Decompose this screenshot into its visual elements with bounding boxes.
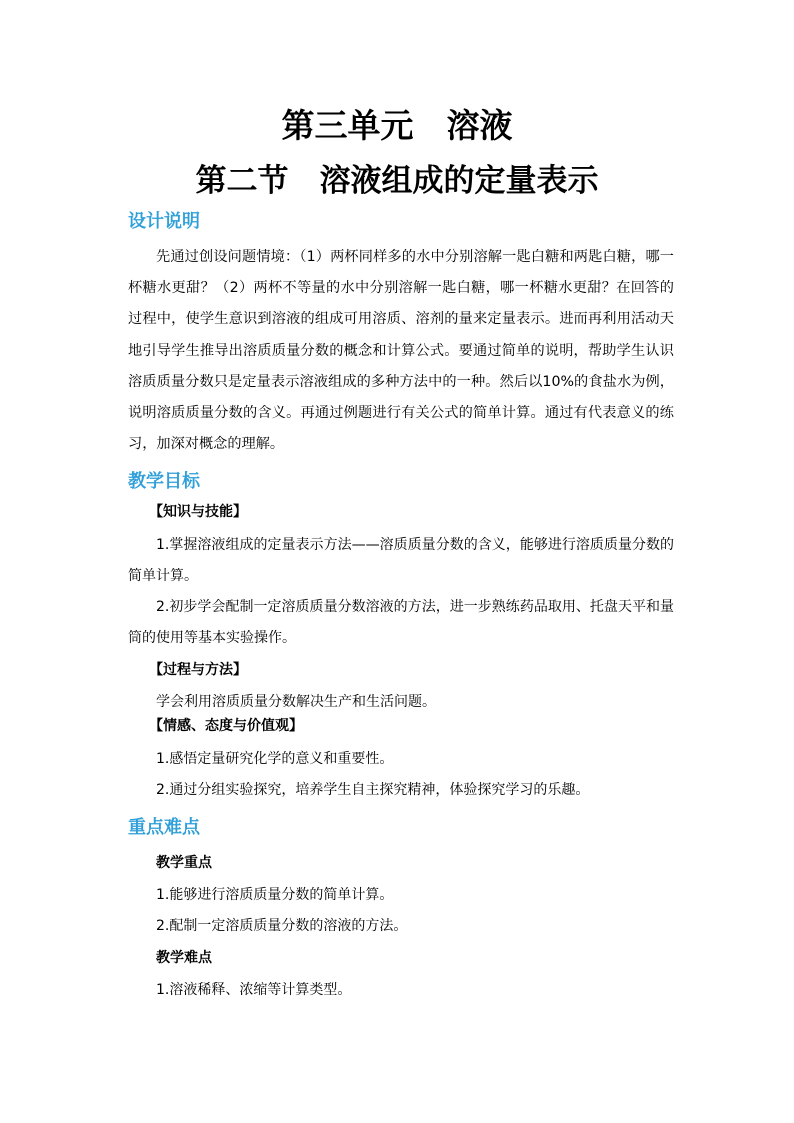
unit-title: 第三单元 溶液 <box>281 106 513 145</box>
process-item-1: 学会利用溶质质量分数解决生产和生活问题。 <box>156 694 436 710</box>
focus-label: 教学重点 <box>156 855 212 871</box>
keypoints-heading: 重点难点 <box>128 817 200 838</box>
process-label: 【过程与方法】 <box>149 662 247 678</box>
knowledge-item-2: 2.初步学会配制一定溶质质量分数溶液的方法，进一步熟练药品取用、托盘天平和量筒的使用等基本实验操作。 <box>128 599 674 646</box>
knowledge-label: 【知识与技能】 <box>149 504 247 520</box>
emotion-label: 【情感、态度与价值观】 <box>149 718 303 734</box>
difficulty-item-1: 1.溶液稀释、浓缩等计算类型。 <box>156 982 352 998</box>
focus-item-1: 1.能够进行溶质质量分数的简单计算。 <box>156 887 394 903</box>
emotion-item-2: 2.通过分组实验探究，培养学生自主探究精神，体验探究学习的乐趣。 <box>156 782 590 798</box>
knowledge-item-1: 1.掌握溶液组成的定量表示方法——溶质质量分数的含义，能够进行溶质质量分数的简单计算。 <box>128 537 674 584</box>
design-body: 先通过创设问题情境：（1）两杯同样多的水中分别溶解一匙白糖和两匙白糖，哪一杯糖水更甜？（2）两杯不等量的水中分别溶解一匙白糖，哪一杯糖水更甜？在回答的过程中，使学生意识到溶液的组成可用溶质、溶剂的量来定量表示。进而再利用活动天地引导学生推导出溶质质量分数的概念和计算公式。要通过简单的说明，帮助学生认识溶质质量分数只是定量表示溶液组成的多种方法中的一种。然后以10%的食盐水为例，说明溶质质量分数的含义。再通过例题进行有关公式的简单计算。通过有代表意义的练习，加深对概念的理解。 <box>128 249 674 453</box>
design-heading: 设计说明 <box>128 211 200 232</box>
emotion-item-1: 1.感悟定量研究化学的意义和重要性。 <box>156 751 394 767</box>
difficulty-label: 教学难点 <box>156 950 212 966</box>
objectives-heading: 教学目标 <box>128 471 200 492</box>
focus-item-2: 2.配制一定溶质质量分数的溶液的方法。 <box>156 918 408 934</box>
section-title: 第二节 溶液组成的定量表示 <box>195 163 599 199</box>
